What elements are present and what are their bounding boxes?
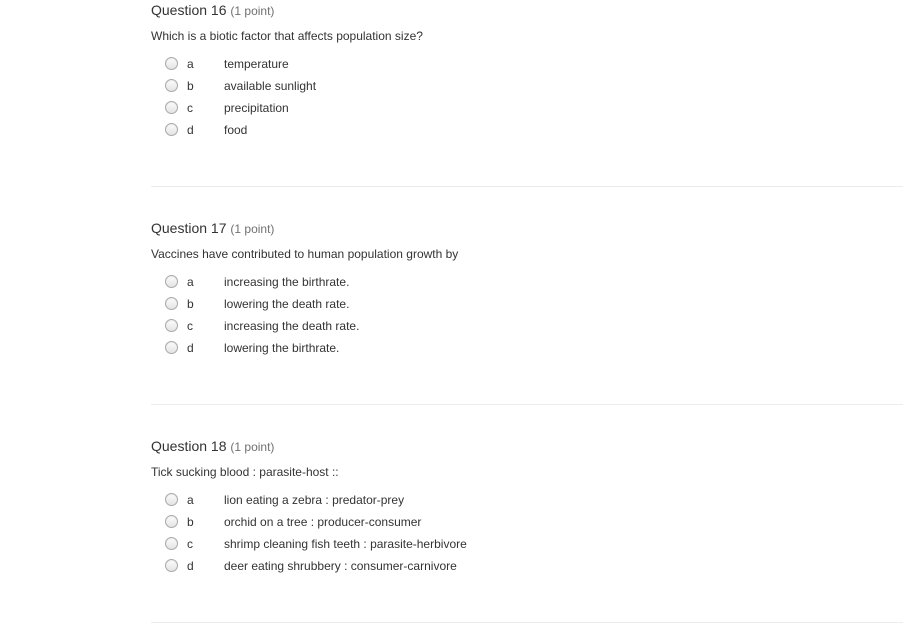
answer-choice-b[interactable] [165,296,765,314]
choice-text: precipitation [224,101,289,115]
choice-letter: a [187,275,194,289]
question-prompt: Tick sucking blood : parasite-host :: [151,465,339,479]
answer-choice-b[interactable] [165,78,765,96]
answer-choice-c[interactable] [165,536,765,554]
question-title: Question 16 [151,2,227,18]
question-header [151,437,903,456]
choice-letter: c [187,537,193,551]
question-title: Question 18 [151,438,227,454]
answer-choice-c[interactable] [165,318,765,336]
answer-choice-a[interactable] [165,274,765,292]
question-header [151,1,903,20]
choice-letter: b [187,297,194,311]
question-points: (1 point) [230,4,275,18]
radio-button-d[interactable] [165,559,178,572]
answer-choice-d[interactable] [165,558,765,576]
choice-letter: c [187,101,193,115]
choice-letter: d [187,559,194,573]
radio-button-a[interactable] [165,493,178,506]
question-header [151,219,903,238]
question-divider [151,186,903,187]
choice-text: lion eating a zebra : predator-prey [224,493,405,507]
answer-choice-b[interactable] [165,514,765,532]
question-points: (1 point) [230,222,275,236]
question-divider [151,622,903,623]
radio-button-c[interactable] [165,537,178,550]
radio-button-b[interactable] [165,297,178,310]
radio-button-d[interactable] [165,341,178,354]
radio-button-a[interactable] [165,275,178,288]
answer-choice-d[interactable] [165,340,765,358]
choice-text: increasing the death rate. [224,319,360,333]
choice-text: lowering the death rate. [224,297,350,311]
answer-choice-a[interactable] [165,492,765,510]
choice-letter: b [187,79,194,93]
choice-text: orchid on a tree : producer-consumer [224,515,422,529]
radio-button-c[interactable] [165,319,178,332]
choice-text: food [224,123,248,137]
choice-text: shrimp cleaning fish teeth : parasite-herbivore [224,537,467,551]
question-18 [151,437,903,573]
question-title: Question 17 [151,220,227,236]
choice-text: temperature [224,57,289,71]
answer-choice-d[interactable] [165,122,765,140]
choice-letter: a [187,493,194,507]
answer-choice-c[interactable] [165,100,765,118]
question-prompt: Vaccines have contributed to human population growth by [151,247,459,261]
choice-letter: d [187,123,194,137]
radio-button-a[interactable] [165,57,178,70]
choice-letter: a [187,57,194,71]
question-17 [151,219,903,355]
question-divider [151,404,903,405]
radio-button-c[interactable] [165,101,178,114]
choice-letter: c [187,319,193,333]
choice-letter: d [187,341,194,355]
question-16 [151,1,903,137]
choice-text: lowering the birthrate. [224,341,340,355]
answer-choice-a[interactable] [165,56,765,74]
radio-button-b[interactable] [165,515,178,528]
question-points: (1 point) [230,440,275,454]
choice-letter: b [187,515,194,529]
choice-text: available sunlight [224,79,317,93]
choice-text: deer eating shrubbery : consumer-carnivore [224,559,457,573]
radio-button-d[interactable] [165,123,178,136]
radio-button-b[interactable] [165,79,178,92]
choice-text: increasing the birthrate. [224,275,350,289]
question-prompt: Which is a biotic factor that affects population size? [151,29,423,43]
